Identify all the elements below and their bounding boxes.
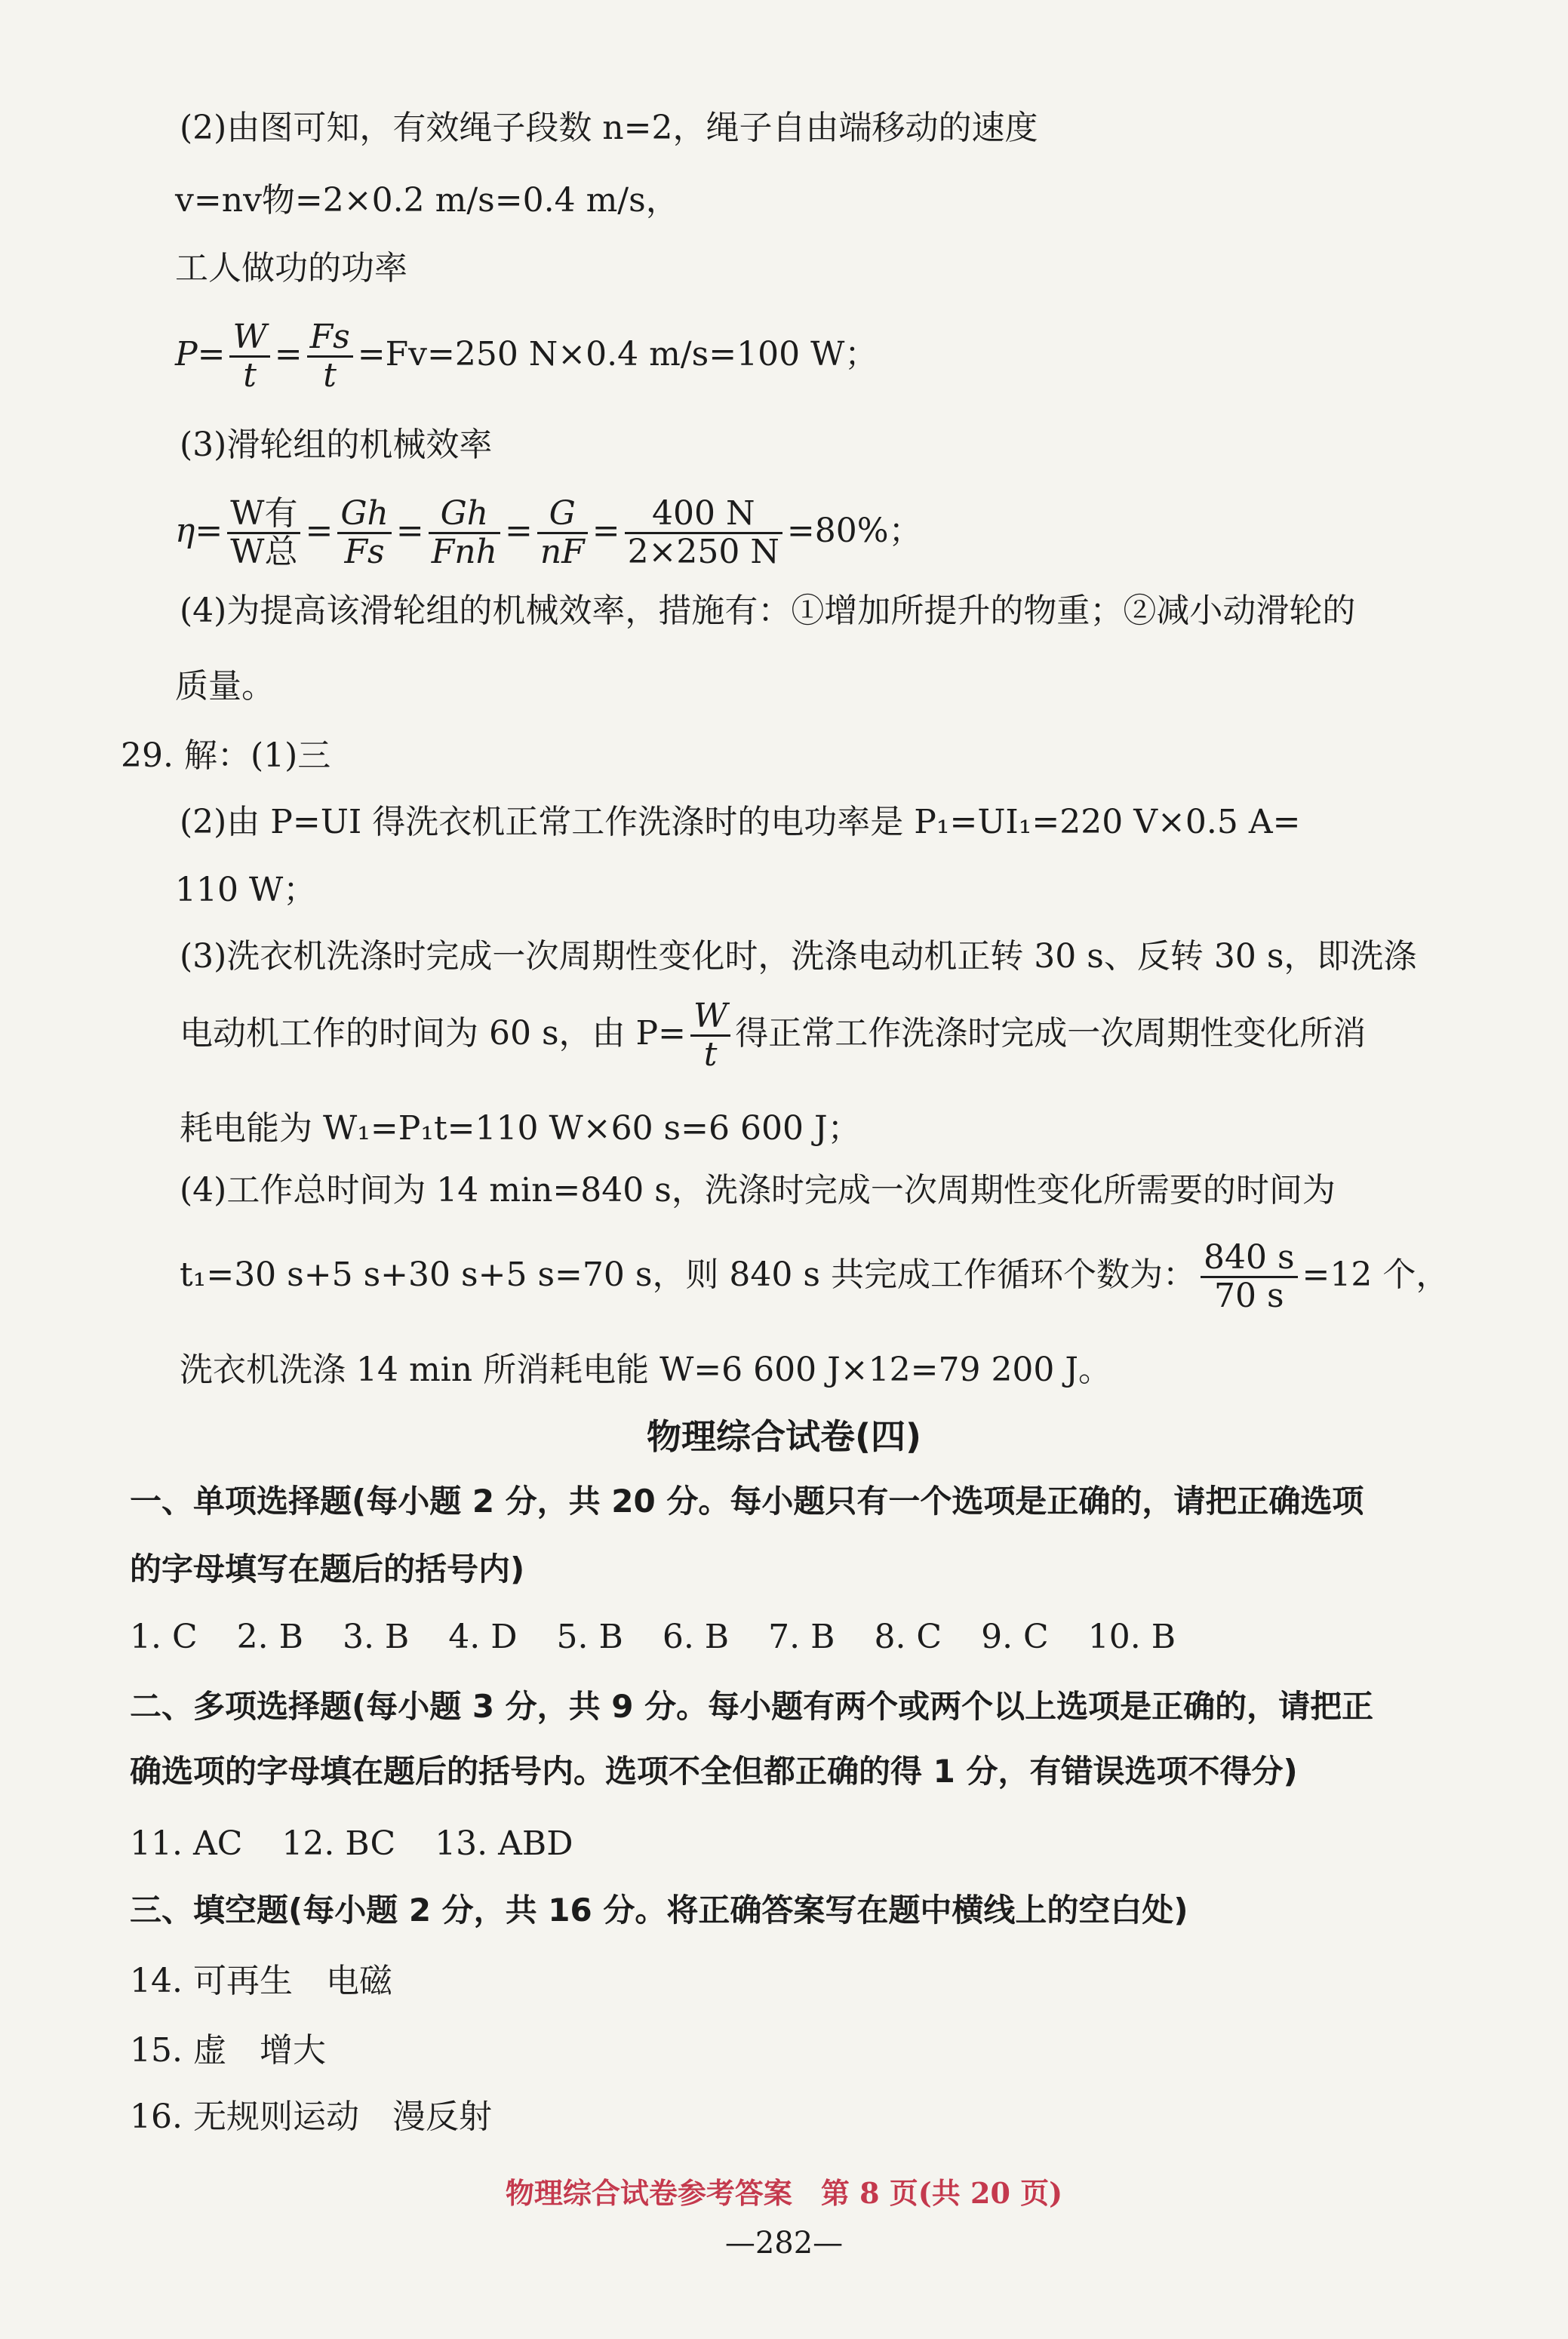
- fraction-840s-over-70s: [1201, 1237, 1298, 1315]
- fraction-w-over-t: [690, 998, 730, 1074]
- fraction-numerator: W有: [227, 496, 300, 534]
- q29-part4-line3: 洗衣机洗涤 14 min 所消耗电能 W=6 600 J×12=79 200 J。: [180, 1351, 1112, 1389]
- answer-item: 11. AC: [130, 1824, 243, 1863]
- q29-part3-line3: 耗电能为 W₁=P₁t=110 W×60 s=6 600 J；: [180, 1109, 861, 1148]
- answer-item: 6. B: [662, 1618, 730, 1656]
- answer-item: 8. C: [874, 1618, 942, 1656]
- fraction-gh-over-fnh: [429, 493, 500, 571]
- fraction-gh-over-fs: [337, 493, 392, 571]
- answer-item: 4. D: [448, 1618, 518, 1656]
- eta-result: =80%；: [786, 512, 922, 550]
- fraction-400n-over-500n: [625, 493, 782, 571]
- answer-item: 9. C: [981, 1618, 1049, 1656]
- fraction-denominator: 2×250 N: [627, 533, 779, 571]
- fraction-denominator: t: [323, 356, 337, 395]
- q29-part4-line2: [180, 1237, 1449, 1314]
- section2-heading-line2: 确选项的字母填在题后的括号内。选项不全但都正确的得 1 分，有错误选项不得分): [130, 1753, 1298, 1790]
- fraction-denominator: t: [243, 356, 257, 395]
- power-eq-rest: =Fv=250 N×0.4 m/s=100 W；: [357, 335, 878, 373]
- fraction-g-over-nf: [537, 493, 588, 571]
- answer-item: 3. B: [342, 1618, 410, 1656]
- q29-part2-line2: 110 W；: [175, 871, 317, 909]
- fraction-fs-over-t: [307, 319, 353, 395]
- answer-item: 1. C: [130, 1618, 198, 1656]
- q29-part4-line2-a: t₁=30 s+5 s+30 s+5 s=70 s，则 840 s 共完成工作循环个数为：: [180, 1256, 1196, 1294]
- fraction-numerator: 400 N: [625, 496, 782, 534]
- q28-power-label: 工人做功的功率: [175, 249, 407, 287]
- q28-velocity-equation: v=nv物=2×0.2 m/s=0.4 m/s，: [175, 181, 679, 220]
- q29-part3-line1: (3)洗衣机洗涤时完成一次周期性变化时，洗涤电动机正转 30 s、反转 30 s，即洗涤: [180, 937, 1417, 976]
- eta-lhs: η=: [175, 512, 223, 550]
- section2-answers: [130, 1821, 602, 1867]
- answer-q16: 16. 无规则运动 漫反射: [130, 2098, 492, 2136]
- q29-part4-line2-b: =12 个，: [1302, 1256, 1450, 1294]
- fraction-denominator: 70 s: [1213, 1277, 1284, 1315]
- fraction-denominator: Fs: [344, 533, 385, 571]
- q29-heading: 29. 解：(1)三: [121, 736, 331, 775]
- q28-power-equation: P= $\frac{W}{t}$ = $\frac{Fs}{t}$ =Fv=250 N×0.4 m/s=100 W；: [175, 317, 878, 395]
- section1-answers: [130, 1615, 1204, 1660]
- fraction-numerator: W: [229, 319, 269, 358]
- q29-part3-line2-b: 得正常工作洗涤时完成一次周期性变化所消: [735, 1014, 1367, 1053]
- fraction-denominator: W总: [230, 533, 298, 571]
- answer-q15: 15. 虚 增大: [130, 2031, 326, 2070]
- q29-part3-line2-a: 电动机工作的时间为 60 s，由 P=: [180, 1014, 686, 1053]
- answer-item: 13. ABD: [435, 1824, 573, 1863]
- paper4-title: 物理综合试卷(四): [646, 1416, 922, 1457]
- q29-part3-line2: [180, 996, 1366, 1073]
- q28-part4-line2: 质量。: [175, 667, 275, 705]
- answer-item: 2. B: [236, 1618, 303, 1656]
- section3-heading: 三、填空题(每小题 2 分，共 16 分。将正确答案写在题中横线上的空白处): [130, 1892, 1188, 1929]
- answer-item: 10. B: [1087, 1618, 1176, 1656]
- section1-heading-line2: 的字母填写在题后的括号内): [130, 1551, 525, 1588]
- q28-part4-line1: (4)为提高该滑轮组的机械效率，措施有：①增加所提升的物重；②减小动滑轮的: [180, 592, 1356, 630]
- answer-item: 7. B: [768, 1618, 835, 1656]
- fraction-denominator: nF: [540, 533, 585, 571]
- q28-part2-intro: (2)由图可知，有效绳子段数 n=2，绳子自由端移动的速度: [180, 109, 1038, 147]
- q28-efficiency-equation: η= $\frac{\text{W有}}{\text{W总}}$ = $\frac{Gh}{Fs}$ = $\frac{Gh}{\text{Fnh}}$ = $\frac{G}{nF}$ = $\frac{400 N}{2\times 250 N}$ =80%；: [175, 493, 922, 571]
- fraction-denominator: Fnh: [431, 533, 497, 571]
- power-eq-lhs: P=: [175, 335, 226, 373]
- fraction-useful-over-total-work: [227, 493, 300, 571]
- fraction-numerator: Fs: [307, 319, 353, 358]
- fraction-numerator: Gh: [429, 496, 500, 534]
- fraction-numerator: 840 s: [1201, 1240, 1298, 1278]
- answer-item: 12. BC: [281, 1824, 396, 1863]
- fraction-numerator: W: [690, 998, 730, 1037]
- q28-part3-label: (3)滑轮组的机械效率: [180, 426, 493, 464]
- q29-part2-line1: (2)由 P=UI 得洗衣机正常工作洗涤时的电功率是 P₁=UI₁=220 V×0.5 A=: [180, 803, 1301, 841]
- page-number: —282—: [724, 2226, 844, 2261]
- q29-part4-line1: (4)工作总时间为 14 min=840 s，洗涤时完成一次周期性变化所需要的时间为: [180, 1171, 1336, 1209]
- section2-heading-line1: 二、多项选择题(每小题 3 分，共 9 分。每小题有两个或两个以上选项是正确的，请把正: [130, 1688, 1374, 1725]
- answer-item: 5. B: [556, 1618, 623, 1656]
- fraction-numerator: Gh: [337, 496, 392, 534]
- answer-q14: 14. 可再生 电磁: [130, 1962, 392, 2000]
- footer-caption: 物理综合试卷参考答案 第 8 页(共 20 页): [505, 2176, 1063, 2210]
- fraction-numerator: G: [537, 496, 588, 534]
- fraction-denominator: t: [703, 1035, 718, 1074]
- section1-heading-line1: 一、单项选择题(每小题 2 分，共 20 分。每小题只有一个选项是正确的，请把正确选项: [130, 1483, 1364, 1520]
- fraction-w-over-t: [229, 319, 269, 395]
